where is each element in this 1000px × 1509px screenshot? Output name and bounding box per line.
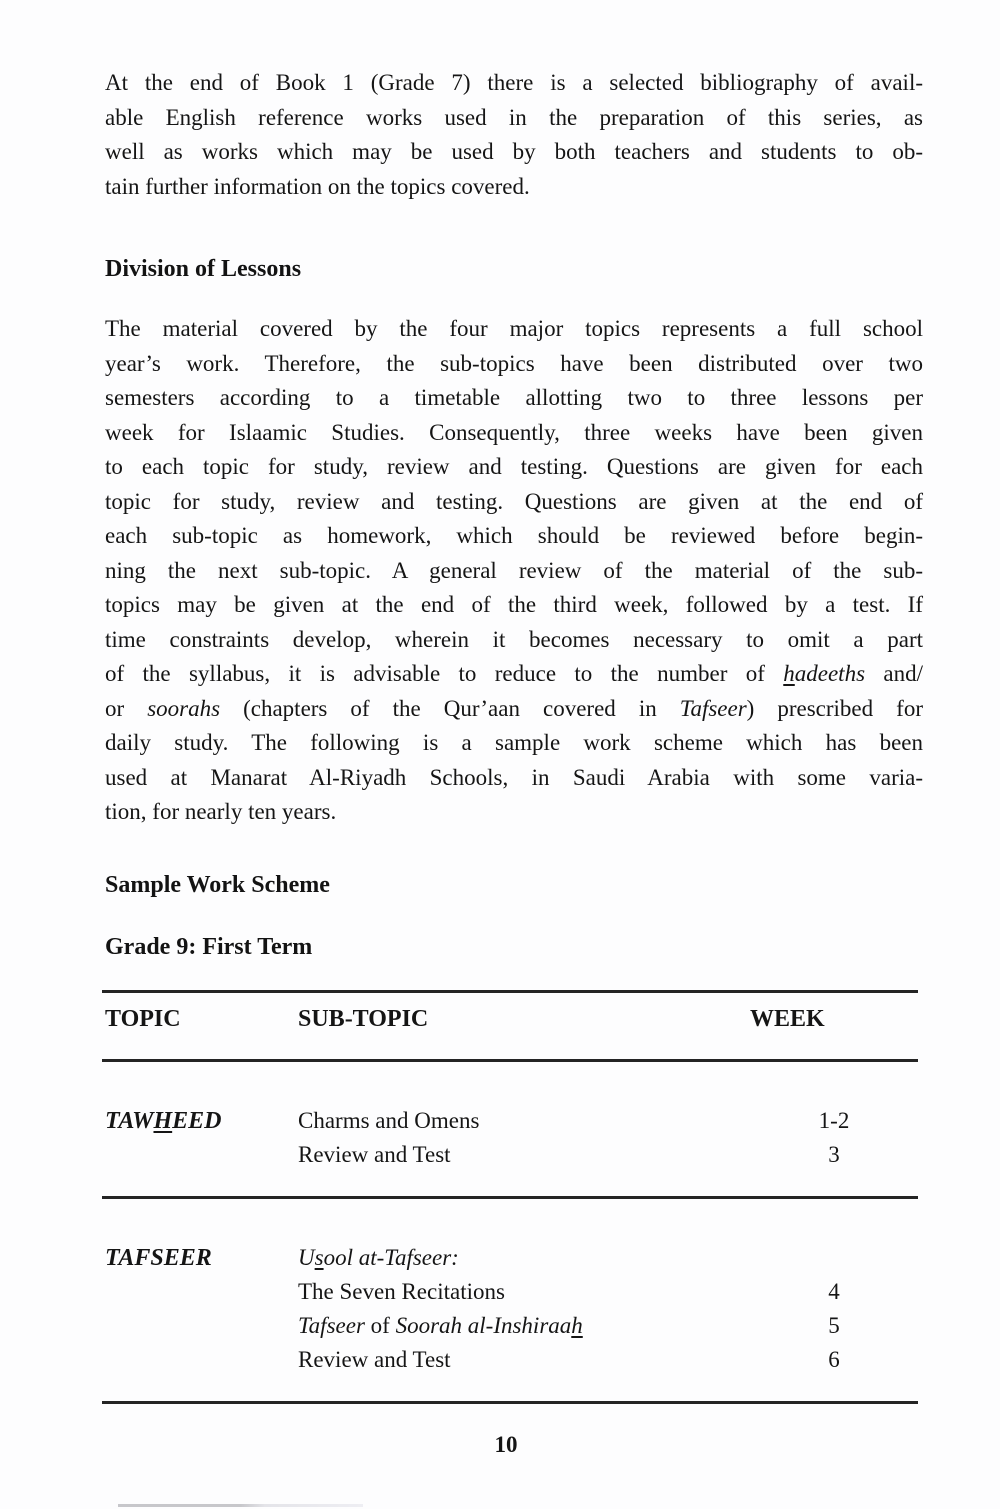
text-segment: week for Islaamic Studies. Consequently, three weeks have been given [105, 419, 923, 445]
column-header-sub-topic: SUB-TOPIC [298, 1006, 429, 1032]
week-cell: 1-2 [818, 1108, 850, 1133]
text-segment: Soorah al-Inshiraa [395, 1313, 572, 1338]
table-entry-row [298, 1104, 918, 1138]
section-heading-sample-work-scheme: Sample Work Scheme [105, 872, 330, 898]
subtopic-entries [298, 1241, 918, 1377]
week-cell: 4 [828, 1279, 840, 1304]
text-segment: ning the next sub-topic. A general review of the material of the sub- [105, 557, 923, 583]
text-segment: and/ [865, 661, 923, 686]
text-segment: topics may be given at the end of the third week, followed by a test. If [105, 592, 923, 617]
subtopic-cell [298, 1343, 750, 1377]
text-line [105, 135, 923, 170]
text-segment: soorahs [147, 695, 221, 721]
text-line [105, 312, 923, 347]
subtopic-cell [298, 1241, 750, 1275]
text-line [105, 381, 923, 416]
text-line [105, 101, 923, 136]
text-segment: of the syllabus, it is advisable to reduce to the number of [105, 661, 784, 686]
text-line [105, 657, 923, 692]
work-scheme-table [102, 990, 918, 1404]
week-cell: 5 [828, 1313, 840, 1338]
text-line [105, 554, 923, 589]
text-segment: U [298, 1245, 315, 1270]
text-line [105, 761, 923, 796]
text-line [105, 416, 923, 451]
table-rule [102, 1401, 918, 1404]
text-segment: year’s work. Therefore, the sub-topics have been distributed over two [105, 350, 923, 376]
text-line [105, 485, 923, 520]
text-segment: to each topic for study, review and testing. Questions are given for each [105, 454, 923, 479]
table-entry-row [298, 1275, 918, 1309]
text-segment: tion, for nearly ten years. [105, 799, 337, 824]
text-line [105, 66, 923, 101]
text-segment: used at Manarat Al-Riyadh Schools, in Saudi Arabia with some varia- [105, 764, 923, 790]
text-segment: of [364, 1313, 396, 1338]
text-line [105, 170, 923, 205]
subtopic-entries [298, 1104, 918, 1172]
text-segment: each sub-topic as homework, which should be reviewed before begin- [105, 523, 923, 548]
text-segment: topic for study, review and testing. Questions are given at the end of [105, 488, 923, 514]
text-line [105, 795, 923, 830]
text-segment: or [105, 695, 148, 721]
text-line [105, 588, 923, 623]
table-subtitle-grade-9-first-term: Grade 9: First Term [105, 934, 313, 960]
subtopic-cell [298, 1104, 750, 1138]
text-segment: time constraints develop, wherein it becomes necessary to omit a part [105, 626, 923, 652]
text-segment: TAW [105, 1108, 154, 1134]
text-segment: Tafseer [679, 695, 747, 721]
column-header-topic: TOPIC [105, 1006, 181, 1032]
text-line [105, 726, 923, 761]
topic-cell [105, 1104, 298, 1172]
column-header-week: WEEK [750, 1006, 825, 1032]
text-segment: daily study. The following is a sample work scheme which has been [105, 730, 923, 755]
text-segment: Tafseer [298, 1313, 365, 1338]
text-line [105, 519, 923, 554]
text-segment: able English reference works used in the preparation of this series, as [105, 104, 923, 130]
table-entry-row [298, 1138, 918, 1172]
scan-artifact-line [118, 1504, 363, 1507]
topic-cell [105, 1241, 298, 1377]
week-cell: 6 [828, 1347, 840, 1372]
text-segment: Review and Test [298, 1142, 451, 1167]
text-segment: TAFSEER [105, 1245, 212, 1271]
text-line [105, 450, 923, 485]
text-line [105, 623, 923, 658]
text-segment: The material covered by the four major topics represents a full school [105, 316, 923, 341]
text-segment: (chapters of the Qur’aan covered in [220, 695, 680, 721]
subtopic-cell [298, 1138, 750, 1172]
text-segment: At the end of Book 1 (Grade 7) there is a selected bibliography of avail- [105, 70, 923, 95]
table-row-group [102, 1062, 918, 1196]
week-cell: 3 [828, 1142, 840, 1167]
table-body [102, 1062, 918, 1404]
text-segment: The Seven Recitations [298, 1279, 505, 1304]
division-of-lessons-paragraph [105, 312, 923, 830]
text-segment: EED [172, 1108, 222, 1134]
text-segment: h [783, 661, 795, 686]
text-segment: H [153, 1108, 173, 1134]
text-segment: h [571, 1313, 583, 1338]
text-segment: semesters according to a timetable allotting two to three lessons per [105, 385, 923, 410]
text-segment: Review and Test [298, 1347, 451, 1372]
text-segment: well as works which may be used by both teachers and students to ob- [105, 139, 923, 164]
text-segment: s [314, 1245, 324, 1270]
text-line [105, 347, 923, 382]
text-segment: adeeths [794, 661, 866, 686]
table-entry-row [298, 1241, 918, 1275]
subtopic-cell [298, 1309, 750, 1343]
table-entry-row [298, 1309, 918, 1343]
text-line [105, 692, 923, 727]
table-entry-row [298, 1343, 918, 1377]
subtopic-cell [298, 1275, 750, 1309]
text-segment: Charms and Omens [298, 1108, 480, 1133]
week-cell [750, 1241, 918, 1275]
section-heading-division-of-lessons: Division of Lessons [105, 256, 302, 282]
text-segment: ool at-Tafseer: [323, 1245, 459, 1270]
text-segment: tain further information on the topics covered. [105, 173, 530, 199]
table-header-row [102, 993, 918, 1059]
text-segment: ) prescribed for [746, 695, 923, 721]
intro-paragraph [105, 66, 923, 204]
table-row-group [102, 1199, 918, 1401]
page-number: 10 [494, 1432, 518, 1457]
